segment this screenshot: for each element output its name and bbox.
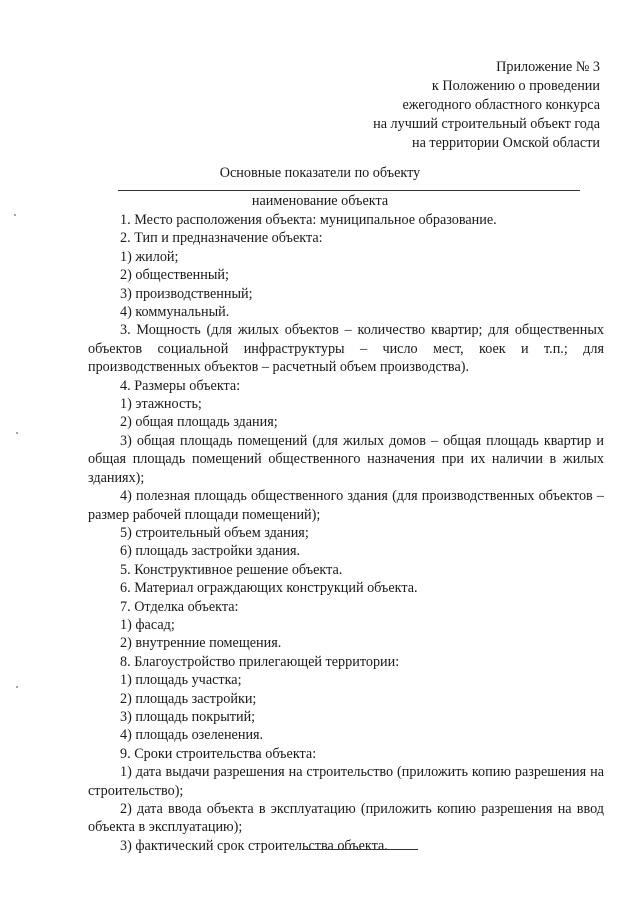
appendix-number: Приложение № 3 (496, 59, 600, 75)
list-item: 3) производственный; (120, 285, 253, 302)
list-item: 3. Мощность (для жилых объектов – количество квартир; для общественных объектов социальной инфраструктуры – число мест, коек и т.п.; для производственных объектов – расчетный объем производства). (88, 322, 604, 376)
list-item: 1) этажность; (120, 396, 202, 413)
list-item: 2) общественный; (120, 267, 229, 284)
list-item: 1) дата выдачи разрешения на строительство (приложить копию разрешения на строительство); (88, 764, 604, 799)
scan-speck (16, 432, 18, 434)
appendix-header (373, 58, 600, 153)
object-name-underline (118, 190, 580, 191)
appendix-line-2: к Положению о проведении (431, 78, 600, 94)
list-item: 4) площадь озеленения. (120, 727, 264, 744)
appendix-line-3: ежегодного областного конкурса (402, 97, 600, 113)
list-item: 1) площадь участка; (120, 672, 242, 689)
list-item: 3) площадь покрытий; (120, 708, 256, 725)
object-name-caption: наименование объекта (251, 193, 389, 209)
list-item: 4. Размеры объекта: (120, 377, 241, 394)
list-item: 9. Сроки строительства объекта: (120, 745, 317, 762)
list-item: 1) фасад; (120, 616, 175, 633)
list-item: 2) внутренние помещения. (120, 635, 282, 652)
list-item: 4) коммунальный. (120, 304, 230, 321)
indicator-list (88, 211, 604, 855)
document-title: Основные показатели по объекту (219, 165, 421, 181)
list-item: 7. Отделка объекта: (120, 598, 239, 615)
list-item: 6. Материал ограждающих конструкций объекта. (120, 580, 418, 597)
list-item: 2) площадь застройки; (120, 690, 257, 707)
list-item: 2. Тип и предназначение объекта: (120, 230, 323, 247)
list-item: 3) фактический срок строительства объекта. (120, 837, 388, 854)
list-item: 1. Место расположения объекта: муниципальное образование. (120, 212, 497, 228)
appendix-line-5: на территории Омской области (412, 135, 600, 151)
list-item: 5. Конструктивное решение объекта. (120, 561, 343, 578)
list-item: 2) общая площадь здания; (120, 414, 278, 431)
scan-speck (14, 214, 16, 216)
appendix-line-4: на лучший строительный объект года (373, 116, 600, 132)
list-item: 3) общая площадь помещений (для жилых домов – общая площадь квартир и общая площадь помещений общественного назначения при их наличии в жилых зданиях); (88, 432, 604, 486)
closing-rule (302, 849, 418, 850)
list-item: 6) площадь застройки здания. (120, 543, 301, 560)
list-item: 2) дата ввода объекта в эксплуатацию (приложить копию разрешения на ввод объекта в эксплуатацию); (88, 801, 604, 836)
list-item: 5) строительный объем здания; (120, 524, 309, 541)
list-item: 8. Благоустройство прилегающей территории: (120, 653, 400, 670)
scan-speck (16, 686, 18, 688)
list-item: 4) полезная площадь общественного здания (для производственных объектов – размер рабочей площади помещений); (88, 488, 604, 523)
list-item: 1) жилой; (120, 248, 179, 265)
